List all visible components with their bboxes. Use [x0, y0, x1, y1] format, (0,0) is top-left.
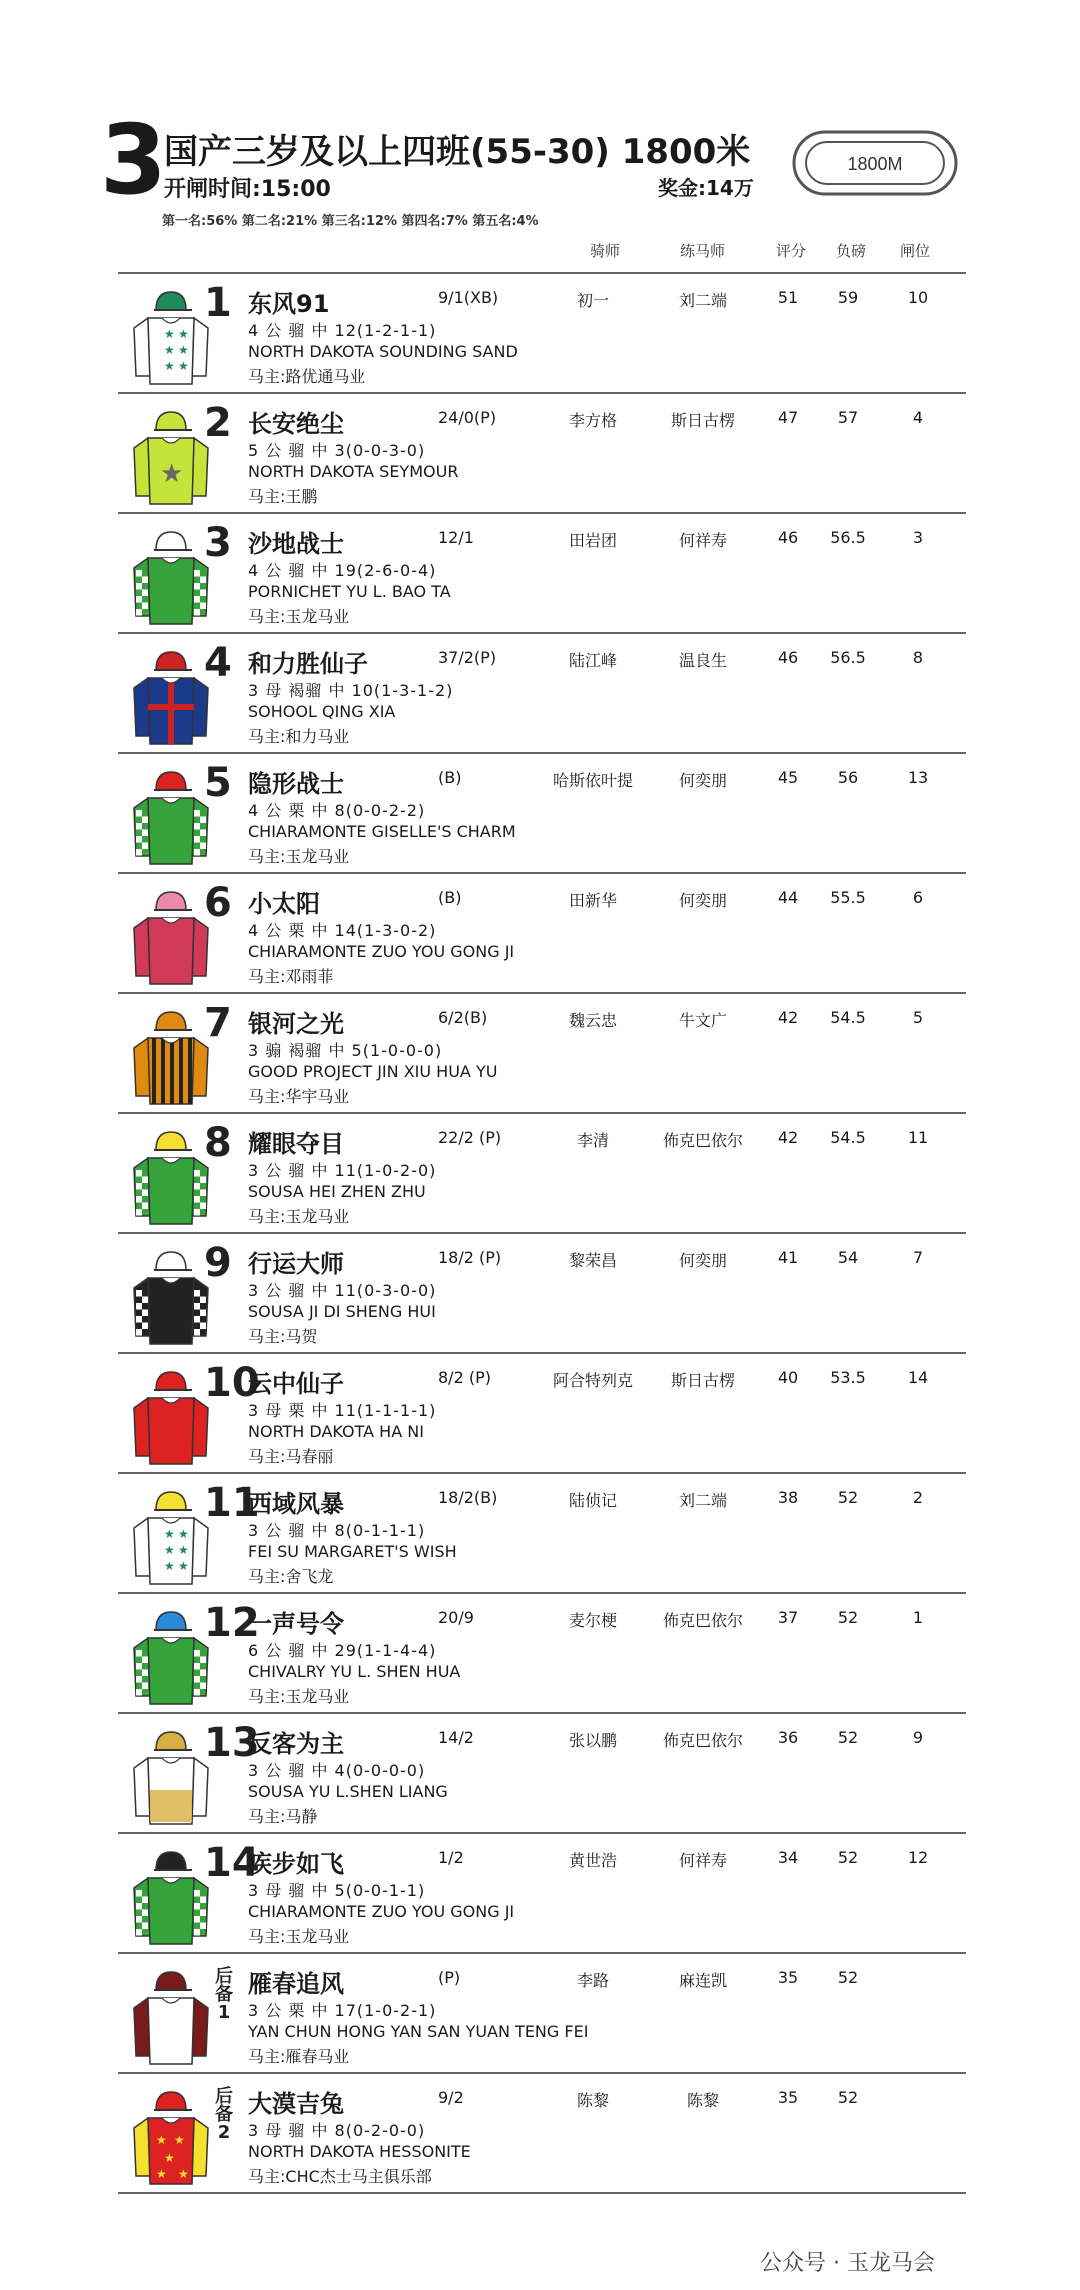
horse-pedigree: SOUSA HEI ZHEN ZHU	[248, 1182, 426, 1201]
jockey-name: 阿合特列克	[552, 1371, 633, 1390]
trainer-name: 何奕朋	[678, 891, 727, 910]
horse-info: 3 公 骝 中 4(0-0-0-0)	[248, 1761, 426, 1780]
horse-odds: 37/2(P)	[438, 648, 497, 667]
svg-text:★: ★	[164, 359, 175, 373]
rating-value: 42	[777, 1008, 799, 1027]
table-row	[118, 1712, 966, 1832]
draw-value: 4	[912, 408, 924, 427]
table-row	[118, 632, 966, 752]
horse-pedigree: CHIVALRY YU L. SHEN HUA	[248, 1662, 461, 1681]
rating-value: 46	[777, 528, 799, 547]
horse-pedigree: SOUSA JI DI SHENG HUI	[248, 1302, 436, 1321]
jockey-silks-icon	[126, 528, 216, 628]
trainer-name: 陈黎	[686, 2091, 719, 2110]
svg-text:★: ★	[164, 327, 175, 341]
horse-info: 3 母 骝 中 5(0-0-1-1)	[248, 1881, 426, 1900]
table-row	[118, 512, 966, 632]
rating-value: 42	[777, 1128, 799, 1147]
svg-text:★: ★	[178, 1543, 189, 1557]
horse-number: 13	[204, 1720, 260, 1766]
horse-pedigree: NORTH DAKOTA SEYMOUR	[248, 462, 459, 481]
table-row	[118, 1112, 966, 1232]
horse-odds: (B)	[438, 768, 462, 787]
horse-owner: 马主:和力马业	[248, 727, 350, 746]
horse-name: 东风91	[248, 290, 330, 318]
horse-pedigree: NORTH DAKOTA HA NI	[248, 1422, 424, 1441]
table-row	[118, 1472, 966, 1592]
trainer-name: 佈克巴依尔	[662, 1731, 743, 1750]
weight-value: 52	[837, 1488, 859, 1507]
jockey-silks-icon	[126, 1368, 216, 1468]
horse-odds: 9/1(XB)	[438, 288, 499, 307]
horse-odds: (P)	[438, 1968, 461, 1987]
weight-value: 53.5	[830, 1368, 866, 1387]
horse-owner: 马主:玉龙马业	[248, 1927, 350, 1946]
horse-odds: 8/2 (P)	[438, 1368, 491, 1387]
rating-value: 35	[777, 1968, 799, 1987]
jockey-name: 李方格	[568, 411, 617, 430]
rating-value: 44	[777, 888, 799, 907]
svg-text:★: ★	[178, 343, 189, 357]
trainer-name: 麻连凯	[678, 1971, 727, 1990]
horse-name: 疾步如飞	[248, 1850, 344, 1878]
horse-info: 3 公 骝 中 11(1-0-2-0)	[248, 1161, 437, 1180]
horse-number: 后备2	[215, 2086, 233, 2143]
horse-owner: 马主:邓雨菲	[248, 967, 334, 986]
horse-number: 10	[204, 1360, 260, 1406]
weight-value: 55.5	[830, 888, 866, 907]
rating-value: 40	[777, 1368, 799, 1387]
horse-odds: (B)	[438, 888, 462, 907]
jockey-silks-icon	[126, 888, 216, 988]
post-time: 开闸时间:15:00	[164, 177, 331, 202]
svg-text:★: ★	[164, 343, 175, 357]
trainer-name: 刘二端	[678, 1491, 727, 1510]
horse-name: 云中仙子	[248, 1370, 344, 1398]
draw-value: 14	[907, 1368, 929, 1387]
horse-number: 9	[204, 1240, 232, 1286]
jockey-name: 黄世浩	[568, 1851, 617, 1870]
horse-odds: 14/2	[438, 1728, 474, 1747]
horse-info: 5 公 骝 中 3(0-0-3-0)	[248, 441, 426, 460]
horse-number: 5	[204, 760, 232, 806]
weight-value: 54.5	[830, 1128, 866, 1147]
trainer-name: 何奕朋	[678, 1251, 727, 1270]
table-row	[118, 992, 966, 1112]
draw-value: 2	[912, 1488, 924, 1507]
place-probabilities: 第一名:56% 第二名:21% 第三名:12% 第四名:7% 第五名:4%	[162, 214, 539, 229]
weight-value: 56.5	[830, 648, 866, 667]
horse-owner: 马主:玉龙马业	[248, 847, 350, 866]
jockey-name: 李清	[576, 1131, 609, 1150]
trainer-name: 刘二端	[678, 291, 727, 310]
svg-text:★: ★	[178, 327, 189, 341]
rating-value: 51	[777, 288, 799, 307]
jockey-name: 田新华	[568, 891, 617, 910]
horse-info: 3 母 骝 中 8(0-2-0-0)	[248, 2121, 426, 2140]
horse-owner: 马主:玉龙马业	[248, 607, 350, 626]
horse-odds: 20/9	[438, 1608, 474, 1627]
svg-text:★: ★	[164, 1559, 175, 1573]
svg-text:★: ★	[178, 1559, 189, 1573]
rating-value: 35	[777, 2088, 799, 2107]
table-row	[118, 1832, 966, 1952]
draw-value: 3	[912, 528, 924, 547]
jockey-silks-icon	[126, 648, 216, 748]
track-icon	[790, 128, 960, 198]
horse-odds: 22/2 (P)	[438, 1128, 502, 1147]
horse-name: 长安绝尘	[248, 410, 344, 438]
draw-value: 1	[912, 1608, 924, 1627]
trainer-name: 佈克巴依尔	[662, 1611, 743, 1630]
rating-value: 34	[777, 1848, 799, 1867]
weight-value: 52	[837, 1848, 859, 1867]
svg-text:★: ★	[178, 359, 189, 373]
rating-value: 38	[777, 1488, 799, 1507]
jockey-name: 陈黎	[576, 2091, 609, 2110]
horse-owner: 马主:马贺	[248, 1327, 318, 1346]
horse-number: 4	[204, 640, 232, 686]
horse-odds: 9/2	[438, 2088, 464, 2107]
horse-name: 隐形战士	[248, 770, 344, 798]
rating-value: 45	[777, 768, 799, 787]
draw-value: 11	[907, 1128, 929, 1147]
col-weight: 负磅	[836, 242, 867, 260]
jockey-silks-icon	[126, 408, 216, 508]
horse-odds: 18/2(B)	[438, 1488, 498, 1507]
horse-name: 小太阳	[248, 890, 320, 918]
horse-odds: 1/2	[438, 1848, 464, 1867]
horse-number: 8	[204, 1120, 232, 1166]
horse-number: 6	[204, 880, 232, 926]
svg-text:★: ★	[178, 2167, 189, 2181]
svg-text:★: ★	[164, 2151, 175, 2165]
jockey-silks-icon	[126, 1968, 216, 2068]
jockey-name: 黎荣昌	[568, 1251, 617, 1270]
horse-name: 和力胜仙子	[248, 650, 368, 678]
horse-name: 银河之光	[248, 1010, 344, 1038]
jockey-name: 李路	[576, 1971, 609, 1990]
jockey-name: 陆江峰	[568, 651, 617, 670]
rating-value: 47	[777, 408, 799, 427]
rating-value: 46	[777, 648, 799, 667]
horse-pedigree: PORNICHET YU L. BAO TA	[248, 582, 451, 601]
col-rating: 评分	[776, 242, 807, 260]
horse-info: 4 公 栗 中 8(0-0-2-2)	[248, 801, 426, 820]
jockey-silks-icon	[126, 1848, 216, 1948]
horse-name: 行运大师	[248, 1250, 344, 1278]
horse-number: 12	[204, 1600, 260, 1646]
jockey-silks-icon	[126, 1728, 216, 1828]
horse-pedigree: CHIARAMONTE ZUO YOU GONG JI	[248, 1902, 515, 1921]
jockey-name: 陆侦记	[568, 1491, 617, 1510]
horse-info: 6 公 骝 中 29(1-1-4-4)	[248, 1641, 437, 1660]
horse-number: 11	[204, 1480, 260, 1526]
svg-text:★: ★	[160, 459, 184, 489]
trainer-name: 斯日古楞	[670, 1371, 735, 1390]
jockey-name: 哈斯依叶提	[552, 771, 633, 790]
horse-owner: 马主:马春丽	[248, 1447, 334, 1466]
jockey-silks-icon	[126, 1488, 216, 1588]
rating-value: 36	[777, 1728, 799, 1747]
horse-pedigree: NORTH DAKOTA SOUNDING SAND	[248, 342, 518, 361]
jockey-silks-icon	[126, 1248, 216, 1348]
jockey-name: 张以鹏	[568, 1731, 617, 1750]
trainer-name: 何祥寿	[678, 531, 727, 550]
weight-value: 52	[837, 2088, 859, 2107]
prize-money: 奖金:14万	[658, 176, 754, 200]
horse-name: 雁春追风	[248, 1970, 344, 1998]
draw-value: 6	[912, 888, 924, 907]
jockey-name: 田岩团	[568, 531, 617, 550]
table-row	[118, 2072, 966, 2194]
table-row	[118, 1232, 966, 1352]
jockey-name: 魏云忠	[568, 1011, 617, 1030]
horse-info: 3 母 褐骝 中 10(1-3-1-2)	[248, 681, 454, 700]
jockey-silks-icon	[126, 1008, 216, 1108]
jockey-name: 初一	[576, 291, 609, 310]
draw-value: 5	[912, 1008, 924, 1027]
horse-odds: 6/2(B)	[438, 1008, 488, 1027]
horse-owner: 马主:舍飞龙	[248, 1567, 334, 1586]
weight-value: 52	[837, 1728, 859, 1747]
table-row	[118, 392, 966, 512]
trainer-name: 何祥寿	[678, 1851, 727, 1870]
horse-number: 14	[204, 1840, 260, 1886]
horse-number: 7	[204, 1000, 232, 1046]
horse-owner: 马主:CHC杰士马主俱乐部	[248, 2167, 432, 2186]
svg-text:★: ★	[156, 2167, 167, 2181]
horse-owner: 马主:华宇马业	[248, 1087, 350, 1106]
weight-value: 54.5	[830, 1008, 866, 1027]
horse-odds: 24/0(P)	[438, 408, 497, 427]
horse-odds: 18/2 (P)	[438, 1248, 502, 1267]
trainer-name: 佈克巴依尔	[662, 1131, 743, 1150]
table-row	[118, 752, 966, 872]
horse-number: 后备1	[215, 1966, 233, 2023]
horse-pedigree: YAN CHUN HONG YAN SAN YUAN TENG FEI	[248, 2022, 589, 2041]
horse-owner: 马主:雁春马业	[248, 2047, 350, 2066]
horse-name: 大漠吉兔	[248, 2090, 344, 2118]
col-draw: 闸位	[900, 242, 931, 260]
svg-text:★: ★	[178, 1527, 189, 1541]
horse-info: 3 骟 褐骝 中 5(1-0-0-0)	[248, 1041, 443, 1060]
race-title: 国产三岁及以上四班(55-30) 1800米	[164, 132, 751, 172]
horse-pedigree: CHIARAMONTE ZUO YOU GONG JI	[248, 942, 515, 961]
horse-owner: 马主:王鹏	[248, 487, 318, 506]
draw-value: 8	[912, 648, 924, 667]
horse-pedigree: FEI SU MARGARET'S WISH	[248, 1542, 457, 1561]
weight-value: 52	[837, 1968, 859, 1987]
horse-pedigree: NORTH DAKOTA HESSONITE	[248, 2142, 471, 2161]
horse-pedigree: SOHOOL QING XIA	[248, 702, 396, 721]
svg-text:★: ★	[156, 2133, 167, 2147]
col-trainer: 练马师	[680, 242, 726, 260]
weight-value: 56	[837, 768, 859, 787]
track-label: 1800M	[847, 154, 903, 174]
svg-text:★: ★	[164, 1543, 175, 1557]
horse-info: 4 公 栗 中 14(1-3-0-2)	[248, 921, 437, 940]
horse-info: 4 公 骝 中 19(2-6-0-4)	[248, 561, 437, 580]
horse-name: 一声号令	[248, 1610, 344, 1638]
horse-pedigree: GOOD PROJECT JIN XIU HUA YU	[248, 1062, 498, 1081]
horse-owner: 马主:路优通马业	[248, 367, 366, 386]
horse-name: 反客为主	[248, 1730, 344, 1758]
trainer-name: 斯日古楞	[670, 411, 735, 430]
horse-pedigree: SOUSA YU L.SHEN LIANG	[248, 1782, 448, 1801]
horse-info: 4 公 骝 中 12(1-2-1-1)	[248, 321, 437, 340]
draw-value: 12	[907, 1848, 929, 1867]
table-row	[118, 272, 966, 392]
table-row	[118, 872, 966, 992]
horse-owner: 马主:玉龙马业	[248, 1687, 350, 1706]
table-row	[118, 1352, 966, 1472]
jockey-silks-icon	[126, 2088, 216, 2188]
draw-value: 7	[912, 1248, 924, 1267]
horse-pedigree: CHIARAMONTE GISELLE'S CHARM	[248, 822, 516, 841]
svg-text:★: ★	[164, 1527, 175, 1541]
jockey-silks-icon	[126, 768, 216, 868]
horse-number: 2	[204, 400, 232, 446]
rating-value: 37	[777, 1608, 799, 1627]
weight-value: 52	[837, 1608, 859, 1627]
runners-table	[118, 272, 966, 2194]
trainer-name: 牛文广	[678, 1011, 727, 1030]
horse-number: 1	[204, 280, 232, 326]
horse-owner: 马主:马静	[248, 1807, 318, 1826]
horse-name: 沙地战士	[248, 530, 344, 558]
jockey-name: 麦尔梗	[568, 1611, 617, 1630]
horse-owner: 马主:玉龙马业	[248, 1207, 350, 1226]
col-jockey: 骑师	[590, 242, 621, 260]
table-row	[118, 1592, 966, 1712]
jockey-silks-icon	[126, 288, 216, 388]
draw-value: 9	[912, 1728, 924, 1747]
horse-odds: 12/1	[438, 528, 474, 547]
draw-value: 13	[907, 768, 929, 787]
horse-name: 西域风暴	[248, 1490, 344, 1518]
table-row	[118, 1952, 966, 2072]
weight-value: 54	[837, 1248, 859, 1267]
footer-watermark: 公众号 · 玉龙马会	[760, 2251, 935, 2276]
weight-value: 56.5	[830, 528, 866, 547]
jockey-silks-icon	[126, 1128, 216, 1228]
race-number: 3	[100, 104, 167, 216]
trainer-name: 何奕朋	[678, 771, 727, 790]
svg-text:★: ★	[174, 2133, 185, 2147]
horse-info: 3 公 骝 中 11(0-3-0-0)	[248, 1281, 437, 1300]
horse-info: 3 公 栗 中 17(1-0-2-1)	[248, 2001, 437, 2020]
horse-info: 3 公 骝 中 8(0-1-1-1)	[248, 1521, 426, 1540]
draw-value: 10	[907, 288, 929, 307]
jockey-silks-icon	[126, 1608, 216, 1708]
horse-number: 3	[204, 520, 232, 566]
rating-value: 41	[777, 1248, 799, 1267]
horse-info: 3 母 栗 中 11(1-1-1-1)	[248, 1401, 437, 1420]
weight-value: 57	[837, 408, 859, 427]
horse-name: 耀眼夺目	[248, 1130, 344, 1158]
weight-value: 59	[837, 288, 859, 307]
trainer-name: 温良生	[678, 651, 727, 670]
